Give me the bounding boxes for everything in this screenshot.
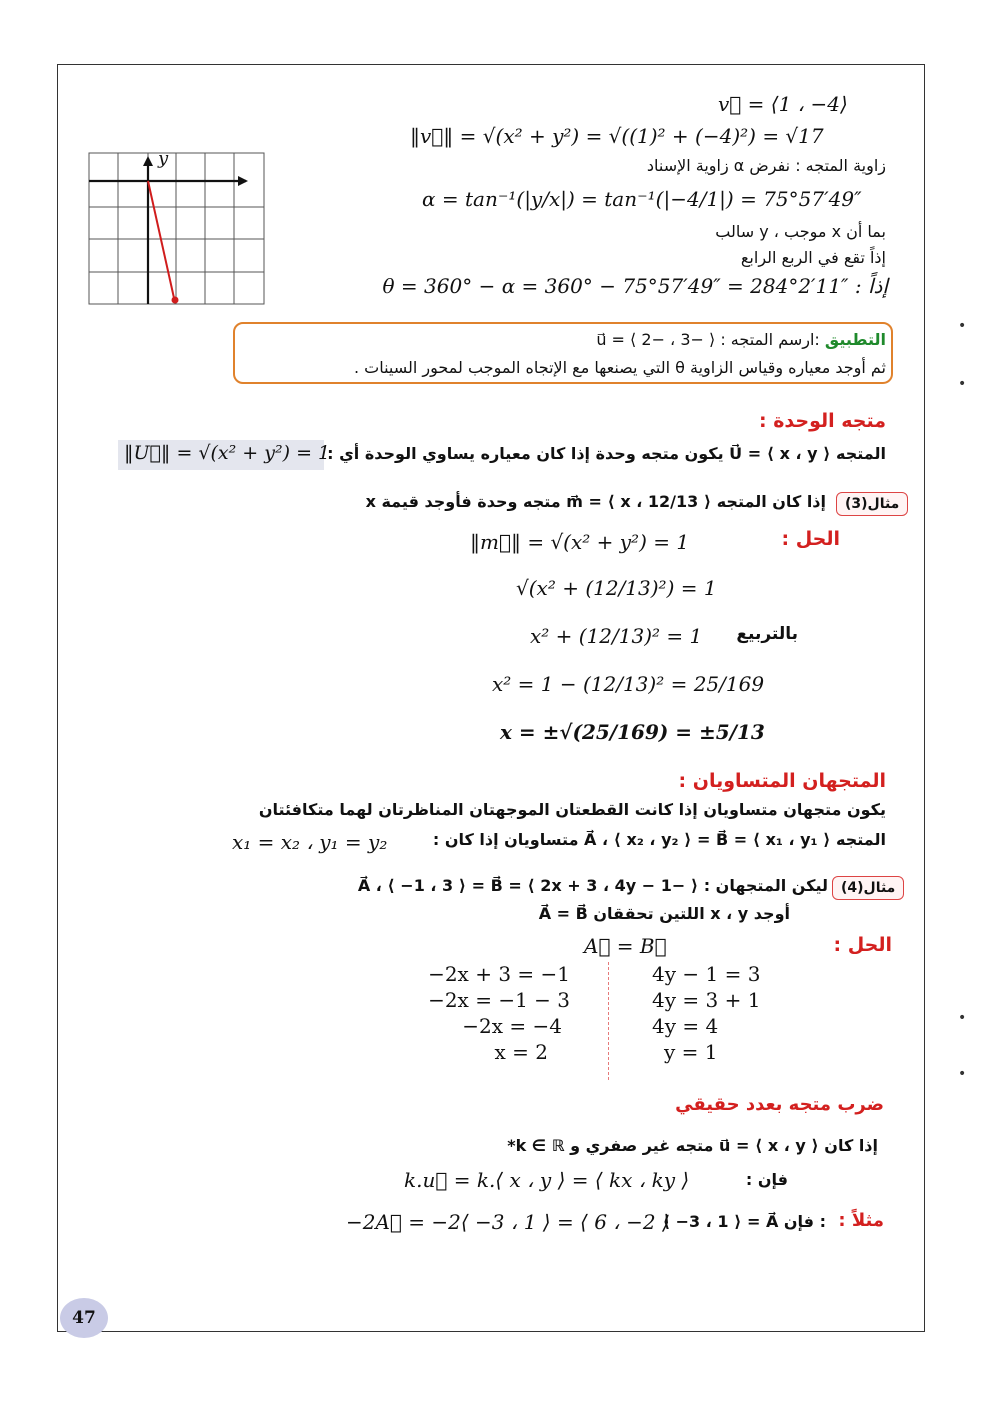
left-step4: x = 2 <box>494 1040 548 1064</box>
equal-vectors-line1: يكون متجهان متساويان إذا كانت القطعتان الموجهتان المناظرتان لهما متكافئتان <box>258 800 886 819</box>
margin-mark: • <box>958 1066 967 1082</box>
example4-find: أوجد x ، y اللتين تحققان A⃗ = B⃗ <box>538 904 790 923</box>
example3-step3: x² + (12/13)² = 1 <box>530 624 703 648</box>
left-step1: −2x + 3 = −1 <box>428 962 570 986</box>
example4-tag: مثال(4) <box>832 876 904 900</box>
equal-vectors-line2: المتجه ⟨ x₁ ، y₁ ⟩ = A⃗ ، ⟨ x₂ ، y₂ ⟩ = B⃗ متساويان إذا كان : <box>432 830 886 849</box>
squaring-label: بالتربيع <box>736 624 798 644</box>
quadrant-text: إذاً تقع في الربع الرابع <box>740 248 886 267</box>
equal-vectors-condition: x₁ = x₂ ، y₁ = y₂ <box>232 830 388 854</box>
alpha-equation: α = tan⁻¹(|y/x|) = tan⁻¹(|−4/1|) = 75°57′49″ <box>422 187 862 211</box>
example3-solution-label: الحل : <box>781 528 840 550</box>
example3-step1: ‖m⃗‖ = √(x² + y²) = 1 <box>470 530 690 554</box>
v-vector: v⃗ = ⟨1 ، −4⟩ <box>718 92 848 116</box>
application-label: التطبيق <box>824 330 886 349</box>
left-step2: −2x = −1 − 3 <box>428 988 570 1012</box>
scalar-mult-heading: ضرب متجه بعدد حقيقي <box>675 1094 884 1115</box>
left-step3: −2x = −4 <box>462 1014 562 1038</box>
example4-solution-label: الحل : <box>833 934 892 956</box>
right-step4: y = 1 <box>664 1040 718 1064</box>
application-text: :ارسم المتجه : ⟨ −3 ، −2 ⟩ = u⃗ <box>596 330 820 349</box>
margin-mark: • <box>958 376 967 392</box>
example3-step4: x² = 1 − (12/13)² = 25/169 <box>492 672 765 696</box>
right-step3: 4y = 4 <box>652 1014 719 1038</box>
right-step2: 4y = 3 + 1 <box>652 988 761 1012</box>
then-label: فإن : <box>745 1170 788 1189</box>
right-step1: 4y − 1 = 3 <box>652 962 761 986</box>
example-result: −2A⃗ = −2⟨ −3 ، 1 ⟩ = ⟨ 6 ، −2 ⟩ <box>346 1210 670 1234</box>
page-number: 47 <box>60 1298 108 1338</box>
example3-step5: x = ±√(25/169) = ±5/13 <box>500 720 765 744</box>
theta-equation: إذاً : θ = 360° − α = 360° − 75°57′49″ = 284°2′11″ <box>382 274 888 298</box>
example3-step2: √(x² + (12/13)²) = 1 <box>516 576 717 600</box>
unit-definition: المتجه ⟨ x ، y ⟩ = U⃗ يكون متجه وحدة إذا كان معياره يساوي الوحدة أي : <box>327 444 886 463</box>
equal-vectors-heading: المتجهان المتساويان : <box>678 770 886 792</box>
margin-mark: • <box>958 318 967 334</box>
unit-formula: ‖U⃗‖ = √(x² + y²) = 1 <box>124 442 331 464</box>
application-line2: ثم أوجد معياره وقياس الزاوية θ التي يصنعها مع الإتجاه الموجب لمحور السينات . <box>353 358 886 377</box>
scalar-formula: k.u⃗ = k.⟨ x ، y ⟩ = ⟨ kx ، ky ⟩ <box>404 1168 690 1192</box>
example3-tag: مثال(3) <box>836 492 908 516</box>
graph-y-label: y <box>158 148 169 169</box>
solution-divider <box>608 962 609 1080</box>
application-line1 <box>596 330 886 349</box>
example3-statement: إذا كان المتجه ⟨ x ، 12/13 ⟩ = m⃗ متجه وحدة فأوجد قيمة x <box>365 492 826 511</box>
example4-statement: ليكن المتجهان : ⟨ −2x + 3 ، 4y − 1 ⟩ = A⃗ ، ⟨ −1 ، 3 ⟩ = B⃗ <box>357 876 828 895</box>
margin-mark: • <box>958 1010 967 1026</box>
vector-graph <box>88 152 266 306</box>
sign-text: بما أن x موجب ، y سالب <box>715 222 886 241</box>
angle-intro: زاوية المتجه : نفرض α زاوية الإسناد <box>646 156 886 175</box>
example4-equality: A⃗ = B⃗ <box>584 934 667 958</box>
scalar-mult-line1: إذا كان ⟨ x ، y ⟩ = u⃗ متجه غير صفري و k ∈ ℝ* <box>507 1136 878 1155</box>
example-label: مثلاً : <box>838 1210 884 1231</box>
unit-vector-heading: متجه الوحدة : <box>758 410 886 432</box>
example-given: ⟨ −3 ، 1 ⟩ = A⃗ فإن : <box>662 1212 826 1231</box>
norm-v: ‖v⃗‖ = √(x² + y²) = √((1)² + (−4)²) = √17 <box>410 124 824 148</box>
